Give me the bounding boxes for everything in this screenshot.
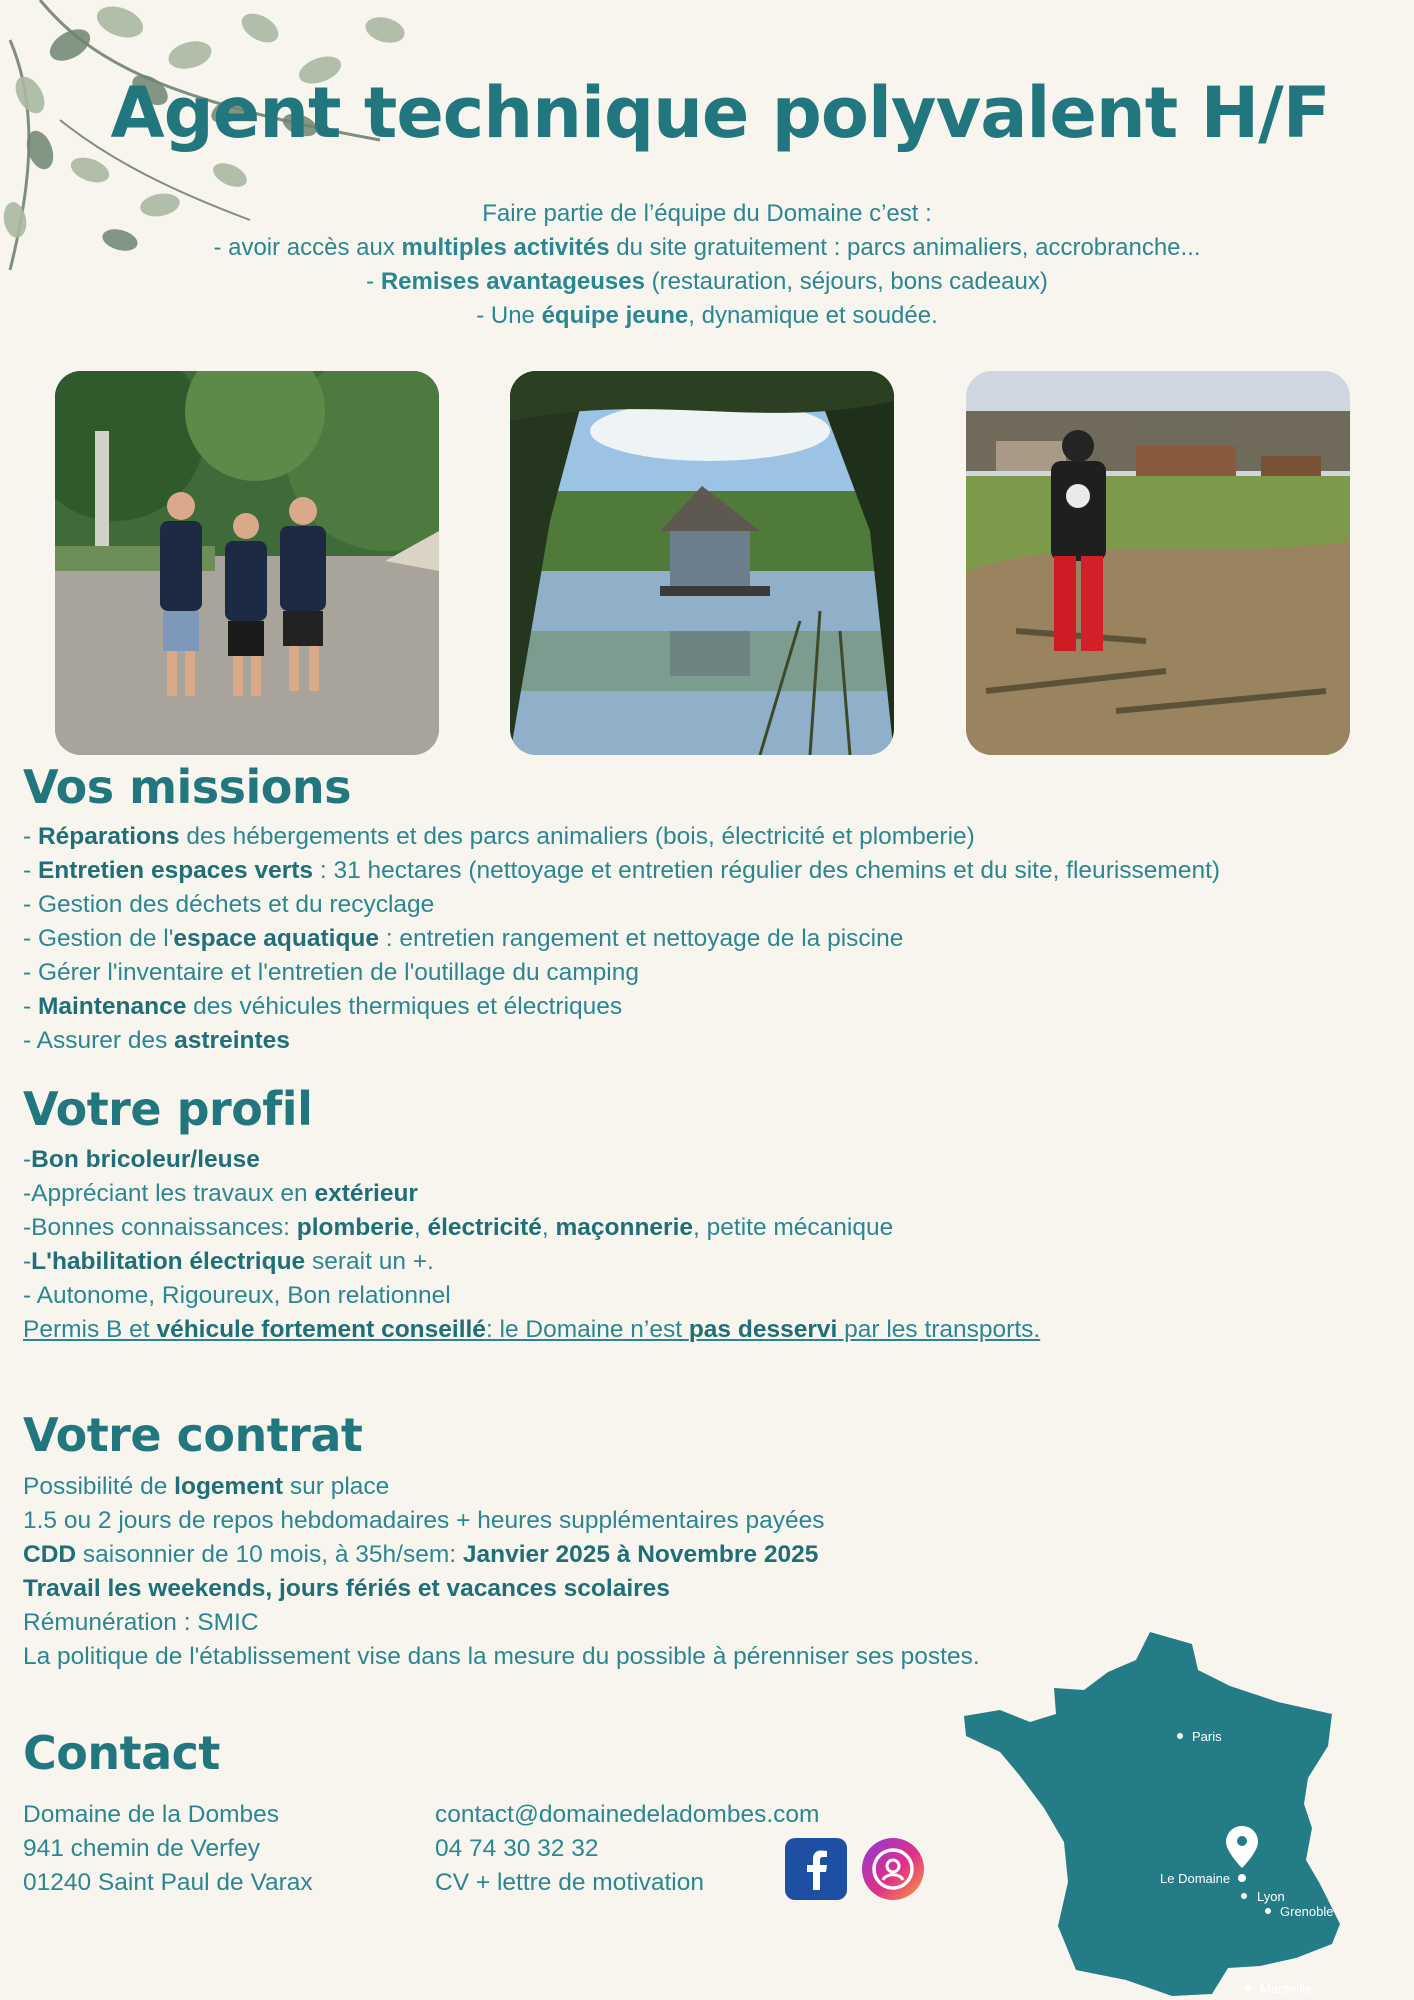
list-item: CDD saisonnier de 10 mois, à 35h/sem: Janvier 2025 à Novembre 2025 xyxy=(23,1541,819,1568)
contact-address-line: 941 chemin de Verfey xyxy=(23,1835,260,1862)
list-item: - Maintenance des véhicules thermiques et électriques xyxy=(23,993,623,1020)
list-item: - Gérer l'inventaire et l'entretien de l'outillage du camping xyxy=(23,959,639,986)
photo-team xyxy=(55,371,439,755)
page-title: Agent technique polyvalent H/F xyxy=(110,72,1330,154)
list-item: -Bon bricoleur/leuse xyxy=(23,1146,260,1173)
contrat-heading: Votre contrat xyxy=(23,1408,363,1462)
list-item: - Entretien espaces verts : 31 hectares (nettoyage et entretien régulier des chemins et du site, fleurissement) xyxy=(23,857,1221,884)
map-label-lyon: Lyon xyxy=(1257,1889,1285,1904)
facebook-icon[interactable] xyxy=(785,1838,847,1900)
map-label-paris: Paris xyxy=(1192,1729,1222,1744)
intro-line: Faire partie de l’équipe du Domaine c’est : xyxy=(482,200,932,227)
list-item: -Appréciant les travaux en extérieur xyxy=(23,1180,418,1207)
list-item: - Réparations des hébergements et des parcs animaliers (bois, électricité et plomberie) xyxy=(23,823,975,850)
instagram-icon[interactable] xyxy=(862,1838,924,1900)
france-location-map xyxy=(960,1628,1345,2000)
contact-phone[interactable]: 04 74 30 32 32 xyxy=(435,1835,599,1862)
list-item: - Assurer des astreintes xyxy=(23,1027,290,1054)
missions-heading: Vos missions xyxy=(23,760,352,814)
list-item: -L'habilitation électrique serait un +. xyxy=(23,1248,434,1275)
contact-address xyxy=(23,1798,313,1900)
intro-block xyxy=(0,197,1414,333)
contrat-list xyxy=(23,1470,980,1674)
list-item: La politique de l'établissement vise dans la mesure du possible à pérenniser ses postes. xyxy=(23,1643,980,1670)
contact-heading: Contact xyxy=(23,1726,220,1780)
photo-worker-cleanup xyxy=(966,371,1350,755)
list-item: -Bonnes connaissances: plomberie, électricité, maçonnerie, petite mécanique xyxy=(23,1214,894,1241)
list-item: - Autonome, Rigoureux, Bon relationnel xyxy=(23,1282,451,1309)
map-label-grenoble: Grenoble xyxy=(1280,1904,1334,1919)
intro-line: - avoir accès aux multiples activités du site gratuitement : parcs animaliers, accrobranche... xyxy=(213,234,1201,261)
intro-line: - Une équipe jeune, dynamique et soudée. xyxy=(476,302,938,329)
list-item: Permis B et véhicule fortement conseillé: le Domaine n’est pas desservi par les transports. xyxy=(23,1316,1041,1343)
contact-cv: CV + lettre de motivation xyxy=(435,1869,704,1896)
list-item: Rémunération : SMIC xyxy=(23,1609,259,1636)
intro-line: - Remises avantageuses (restauration, séjours, bons cadeaux) xyxy=(366,268,1048,295)
map-label-domaine: Le Domaine xyxy=(1160,1871,1231,1886)
list-item: 1.5 ou 2 jours de repos hebdomadaires + heures supplémentaires payées xyxy=(23,1507,825,1534)
list-item: Travail les weekends, jours fériés et vacances scolaires xyxy=(23,1575,670,1602)
missions-list xyxy=(23,820,1220,1058)
contact-address-line: 01240 Saint Paul de Varax xyxy=(23,1869,313,1896)
profil-list xyxy=(23,1143,1040,1347)
contact-email-link[interactable]: contact@domainedeladombes.com xyxy=(435,1801,820,1828)
list-item: Possibilité de logement sur place xyxy=(23,1473,390,1500)
photo-lake-cabin xyxy=(510,371,894,755)
contact-name: Domaine de la Dombes xyxy=(23,1801,280,1828)
contact-details xyxy=(435,1798,819,1900)
france-shape xyxy=(964,1632,1340,1996)
map-label-marseille: Marseille xyxy=(1260,1981,1313,1996)
list-item: - Gestion des déchets et du recyclage xyxy=(23,891,435,918)
profil-heading: Votre profil xyxy=(23,1082,313,1136)
list-item: - Gestion de l'espace aquatique : entretien rangement et nettoyage de la piscine xyxy=(23,925,904,952)
